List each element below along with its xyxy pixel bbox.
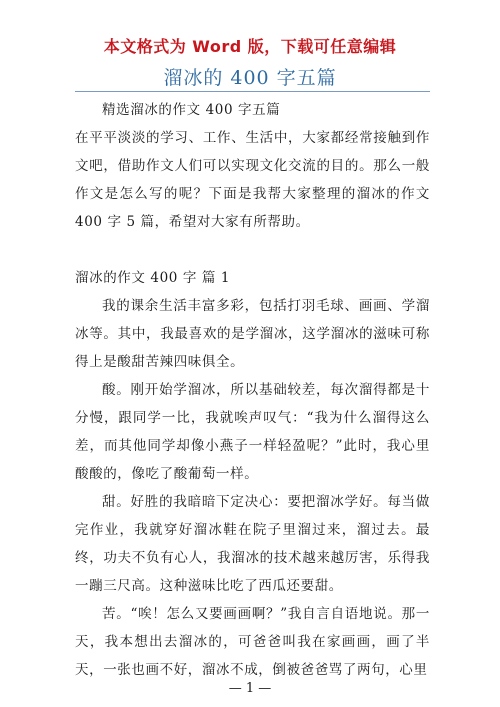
- essay-paragraph: 苦。“唉！怎么又要画画啊？”我自言自语地说。那一天，我本想出去溜冰的，可爸爸叫我在家画画，画了半天，一张也画不好，溜冰不成，倒被爸爸骂了两句，心里: [75, 606, 430, 678]
- essay-paragraph: 我的课余生活丰富多彩，包括打羽毛球、画画、学溜冰等。其中，我最喜欢的是学溜冰，这学溜冰的滋味可称得上是酸甜苦辣四味俱全。: [75, 298, 430, 370]
- document-body: [75, 96, 430, 684]
- title-divider: [75, 91, 430, 92]
- essay-heading: 溜冰的作文 400 字 篇 1: [75, 270, 231, 286]
- intro-paragraph: 在平平淡淡的学习、工作、生活中，大家都经常接触到作文吧，借助作文人们可以实现文化交流的目的。那么一般作文是怎么写的呢？下面是我帮大家整理的溜冰的作文 400 字 5 篇，希望对大家有所帮助。: [75, 130, 430, 230]
- intro-heading: 精选溜冰的作文 400 字五篇: [102, 102, 281, 118]
- document-title: 溜冰的 400 字五篇: [163, 67, 337, 89]
- essay-paragraph: 甜。好胜的我暗暗下定决心：要把溜冰学好。每当做完作业，我就穿好溜冰鞋在院子里溜过来，溜过去。最终，功夫不负有心人，我溜冰的技术越来越厉害，乐得我一蹦三尺高。这种滋味比吃了西瓜还要甜。: [75, 494, 430, 594]
- essay-paragraph: 酸。刚开始学溜冰，所以基础较差，每次溜得都是十分慢，跟同学一比，我就唉声叹气：“我为什么溜得这么差，而其他同学却像小燕子一样轻盈呢？”此时，我心里酸酸的，像吃了酸葡萄一样。: [75, 382, 430, 482]
- download-banner: 本文格式为 Word 版，下载可任意编辑: [103, 37, 397, 56]
- page-number: — 1 —: [228, 681, 272, 696]
- paragraph-spacer: [75, 236, 430, 264]
